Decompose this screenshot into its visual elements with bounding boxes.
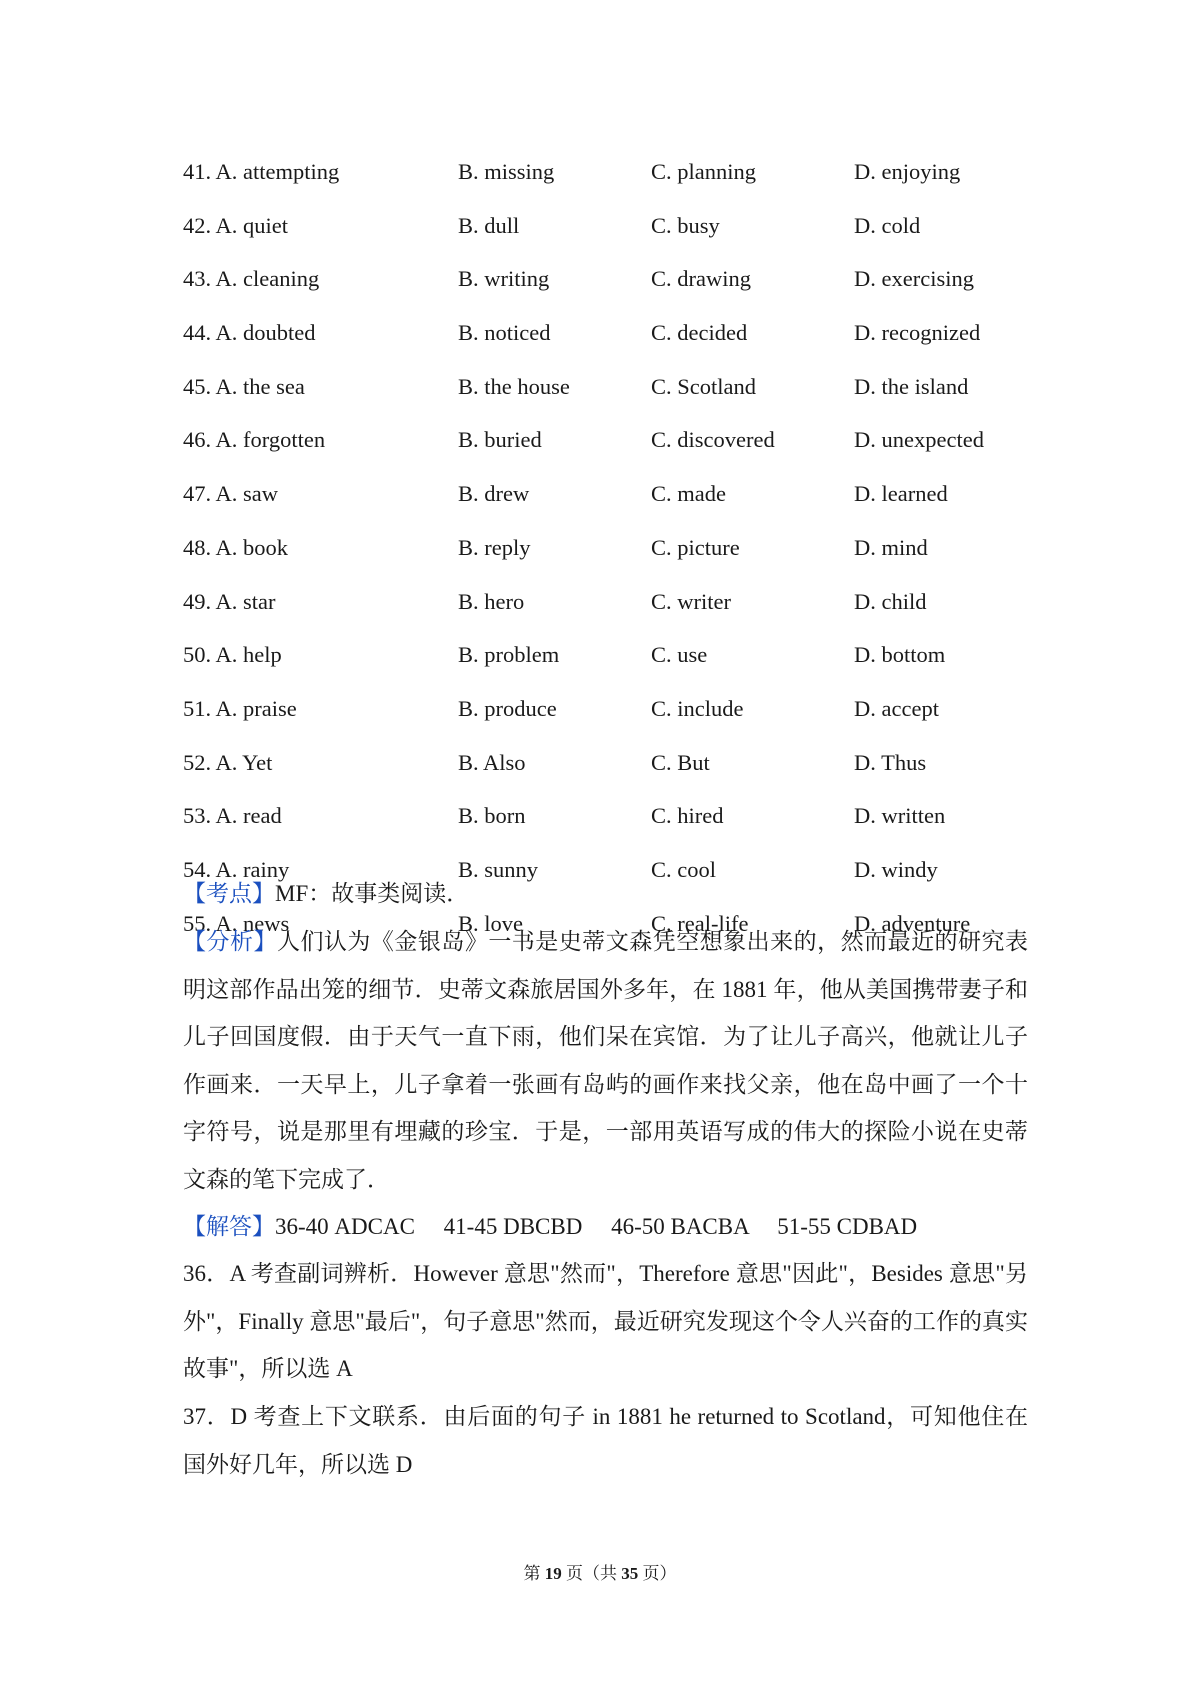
- option-row: [183, 528, 1043, 582]
- option-a: 50. A. help: [183, 642, 282, 668]
- option-d: D. the island: [854, 373, 969, 399]
- option-d: D. Thus: [854, 749, 927, 775]
- option-c: C. include: [651, 695, 744, 721]
- option-a: 48. A. book: [183, 534, 289, 560]
- option-row: [183, 689, 1043, 743]
- option-b: B. sunny: [458, 856, 539, 882]
- option-b: B. noticed: [458, 320, 551, 346]
- fenxi-section: [183, 918, 1028, 1203]
- kaodian-section: [183, 870, 1028, 918]
- option-b: B. buried: [458, 427, 542, 453]
- option-b: B. problem: [458, 642, 560, 668]
- option-d: D. mind: [854, 534, 928, 560]
- option-d: D. cold: [854, 212, 921, 238]
- option-c: C. made: [651, 481, 726, 507]
- option-d: D. windy: [854, 856, 938, 882]
- option-b: B. Also: [458, 749, 526, 775]
- options-table: [183, 152, 1043, 957]
- option-c: C. drawing: [651, 266, 751, 292]
- option-b: B. born: [458, 803, 526, 829]
- option-c: C. Scotland: [651, 373, 756, 399]
- option-d: D. accept: [854, 695, 939, 721]
- explanation-37: [183, 1393, 1028, 1488]
- option-c: C. use: [651, 642, 708, 668]
- option-a: 49. A. star: [183, 588, 276, 614]
- option-a: 51. A. praise: [183, 695, 297, 721]
- option-d: D. recognized: [854, 320, 981, 346]
- option-c: C. busy: [651, 212, 720, 238]
- option-d: D. bottom: [854, 642, 946, 668]
- option-row: [183, 313, 1043, 367]
- option-c: C. But: [651, 749, 710, 775]
- option-c: C. writer: [651, 588, 731, 614]
- kaodian-text: MF：故事类阅读．: [275, 881, 470, 906]
- option-a: 53. A. read: [183, 803, 282, 829]
- footer-total-pages: 35: [621, 1564, 639, 1583]
- page-footer: [0, 1559, 1200, 1584]
- explanation-text: 37．D 考查上下文联系．由后面的句子 in 1881 he returned to Scotland，可知他住在国外好几年，所以选 D: [183, 1404, 1028, 1477]
- option-c: C. hired: [651, 803, 724, 829]
- option-row: [183, 582, 1043, 636]
- jieda-tag: 【解答】: [183, 1214, 275, 1239]
- option-a: 45. A. the sea: [183, 373, 305, 399]
- option-a: 55. A. news: [183, 910, 290, 936]
- option-d: D. child: [854, 588, 927, 614]
- option-a: 44. A. doubted: [183, 320, 316, 346]
- option-row: [183, 259, 1043, 313]
- kaodian-tag: 【考点】: [183, 881, 275, 906]
- option-row: [183, 206, 1043, 260]
- option-d: D. written: [854, 803, 946, 829]
- explanation-text: 36．A 考查副词辨析．However 意思"然而"，Therefore 意思"因此"，Besides 意思"另外"，Finally 意思"最后"，句子意思"然而，最近研究发现这个令人兴奋的工作的真实故事"，所以选 A: [183, 1261, 1028, 1381]
- footer-middle: 页（共: [561, 1564, 622, 1583]
- footer-suffix: 页）: [638, 1564, 677, 1583]
- footer-page-number: 19: [544, 1564, 562, 1583]
- option-c: C. cool: [651, 856, 716, 882]
- option-b: B. hero: [458, 588, 525, 614]
- option-d: D. adventure: [854, 910, 971, 936]
- option-c: C. picture: [651, 534, 740, 560]
- option-b: B. dull: [458, 212, 520, 238]
- option-row: [183, 367, 1043, 421]
- option-row: [183, 420, 1043, 474]
- option-row: [183, 635, 1043, 689]
- option-b: B. drew: [458, 481, 530, 507]
- option-c: C. discovered: [651, 427, 775, 453]
- option-c: C. decided: [651, 320, 748, 346]
- fenxi-text: 人们认为《金银岛》一书是史蒂文森凭空想象出来的，然而最近的研究表明这部作品出笼的细节．史蒂文森旅居国外多年，在 1881 年，他从美国携带妻子和儿子回国度假．由于天气一直下雨，他们呆在宾馆．为了让儿子高兴，他就让儿子作画来．一天早上，儿子拿着一张画有岛屿的画作来找父亲，他在岛中画了一个十字符号，说是那里有埋藏的珍宝．于是，一部用英语写成的伟大的探险小说在史蒂文森的笔下完成了．: [183, 929, 1029, 1192]
- option-row: [183, 152, 1043, 206]
- explanation-36: [183, 1250, 1028, 1393]
- option-d: D. learned: [854, 481, 948, 507]
- option-d: D. exercising: [854, 266, 974, 292]
- option-a: 41. A. attempting: [183, 159, 340, 184]
- option-row: [183, 796, 1043, 850]
- option-b: B. writing: [458, 266, 550, 292]
- option-b: B. reply: [458, 534, 531, 560]
- jieda-section: [183, 1203, 1028, 1251]
- option-b: B. missing: [458, 159, 555, 184]
- option-a: 46. A. forgotten: [183, 427, 326, 453]
- option-a: 47. A. saw: [183, 481, 278, 507]
- option-d: D. enjoying: [854, 159, 961, 184]
- option-a: 52. A. Yet: [183, 749, 273, 775]
- footer-prefix: 第: [523, 1564, 545, 1583]
- option-a: 42. A. quiet: [183, 212, 288, 238]
- option-a: 54. A. rainy: [183, 856, 290, 882]
- option-b: B. love: [458, 910, 523, 936]
- option-d: D. unexpected: [854, 427, 984, 453]
- option-c: C. real-life: [651, 910, 749, 936]
- option-row: [183, 474, 1043, 528]
- option-a: 43. A. cleaning: [183, 266, 320, 292]
- option-c: C. planning: [651, 159, 756, 184]
- option-b: B. produce: [458, 695, 557, 721]
- fenxi-tag: 【分析】: [183, 929, 277, 954]
- option-b: B. the house: [458, 373, 570, 399]
- option-row: [183, 743, 1043, 797]
- jieda-answers: 36-40 ADCAC 41-45 DBCBD 46-50 BACBA 51-55 CDBAD: [275, 1214, 918, 1239]
